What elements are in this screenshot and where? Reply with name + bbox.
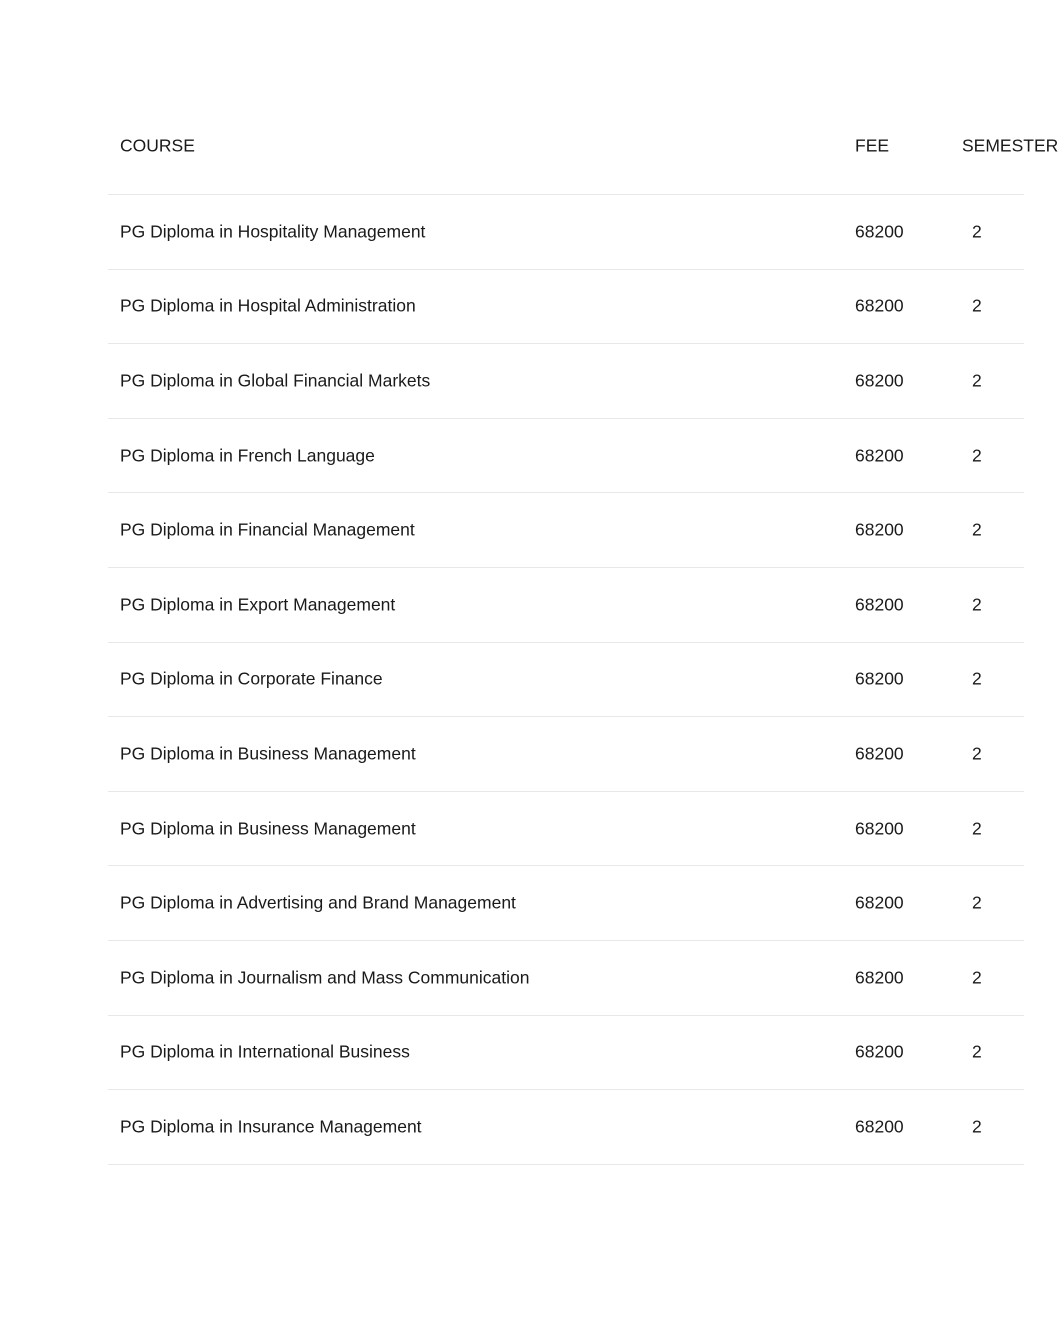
fee-cell: 68200: [855, 221, 904, 242]
fee-cell: 68200: [855, 1041, 904, 1062]
table-row: [108, 344, 1024, 419]
table-row: [108, 493, 1024, 568]
semester-cell: 2: [972, 221, 982, 242]
fee-cell: 68200: [855, 818, 904, 839]
course-name-cell: PG Diploma in Advertising and Brand Management: [120, 892, 516, 913]
semester-cell: 2: [972, 519, 982, 540]
fee-cell: 68200: [855, 892, 904, 913]
course-name-cell: PG Diploma in International Business: [120, 1041, 410, 1062]
fee-cell: 68200: [855, 1116, 904, 1137]
table-row: [108, 568, 1024, 643]
table-row: [108, 195, 1024, 270]
course-name-cell: PG Diploma in French Language: [120, 445, 375, 466]
table-row: [108, 866, 1024, 941]
course-name-cell: PG Diploma in Hospitality Management: [120, 221, 426, 242]
semester-cell: 2: [972, 1041, 982, 1062]
table-row: [108, 792, 1024, 867]
course-name-cell: PG Diploma in Hospital Administration: [120, 295, 416, 316]
table-header-row: [108, 108, 1058, 195]
table-row: [108, 419, 1024, 494]
semester-cell: 2: [972, 445, 982, 466]
course-fee-table: [108, 108, 1058, 1165]
fee-cell: 68200: [855, 370, 904, 391]
fee-cell: 68200: [855, 668, 904, 689]
semester-cell: 2: [972, 295, 982, 316]
table-row: [108, 1016, 1024, 1091]
fee-cell: 68200: [855, 594, 904, 615]
column-header-semester: SEMESTER: [962, 135, 1058, 156]
column-header-fee: FEE: [855, 135, 890, 156]
table-row: [108, 941, 1024, 1016]
fee-cell: 68200: [855, 295, 904, 316]
course-name-cell: PG Diploma in Export Management: [120, 594, 396, 615]
fee-cell: 68200: [855, 519, 904, 540]
semester-cell: 2: [972, 892, 982, 913]
table-row: [108, 717, 1024, 792]
course-name-cell: PG Diploma in Business Management: [120, 743, 416, 764]
table-row: [108, 1090, 1024, 1165]
course-name-cell: PG Diploma in Journalism and Mass Communication: [120, 967, 530, 988]
semester-cell: 2: [972, 743, 982, 764]
semester-cell: 2: [972, 370, 982, 391]
course-name-cell: PG Diploma in Global Financial Markets: [120, 370, 431, 391]
table-row: [108, 643, 1024, 718]
column-header-course: COURSE: [120, 135, 195, 156]
course-name-cell: PG Diploma in Financial Management: [120, 519, 415, 540]
course-name-cell: PG Diploma in Corporate Finance: [120, 668, 383, 689]
semester-cell: 2: [972, 1116, 982, 1137]
semester-cell: 2: [972, 668, 982, 689]
table-body: [108, 195, 1024, 1165]
table-row: [108, 270, 1024, 345]
semester-cell: 2: [972, 967, 982, 988]
course-name-cell: PG Diploma in Business Management: [120, 818, 416, 839]
semester-cell: 2: [972, 818, 982, 839]
semester-cell: 2: [972, 594, 982, 615]
fee-cell: 68200: [855, 445, 904, 466]
course-name-cell: PG Diploma in Insurance Management: [120, 1116, 422, 1137]
fee-cell: 68200: [855, 967, 904, 988]
fee-cell: 68200: [855, 743, 904, 764]
